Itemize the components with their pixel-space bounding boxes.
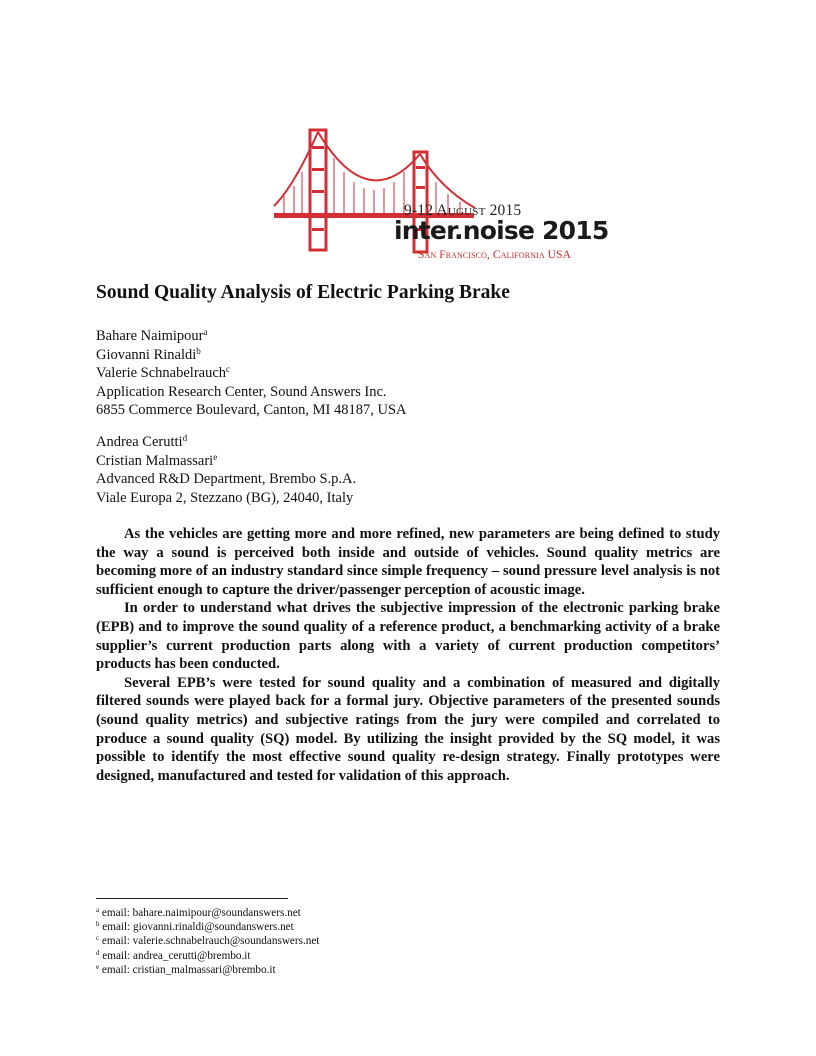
author-name: Cristian Malmassari$^e$ xyxy=(96,451,218,469)
footnotes xyxy=(96,906,319,977)
conference-logo xyxy=(270,128,609,263)
address: Viale Europa 2, Stezzano (BG), 24040, Italy xyxy=(96,489,354,506)
brand-year: 2015 xyxy=(542,216,609,245)
footnote: $^d$ email: andrea_cerutti@brembo.it xyxy=(96,948,251,962)
footnote: $^a$ email: bahare.naimipour@soundanswers.net xyxy=(96,906,301,919)
footnote: $^e$ email: cristian_malmassari@brembo.it xyxy=(96,962,276,976)
abstract-paragraph: In order to understand what drives the subjective impression of the electronic parking brake (EPB) and to improve the sound quality of a reference product, a benchmarking activity of a brake supplier’s current production parts along with a variety of current production competitors’ products has been conducted. xyxy=(96,600,720,673)
author-name: Bahare Naimipour$^a$ xyxy=(96,327,208,344)
organization: Advanced R&D Department, Brembo S.p.A. xyxy=(96,471,357,487)
affiliation-block-2 xyxy=(96,433,356,507)
organization: Application Research Center, Sound Answers Inc. xyxy=(96,383,387,400)
abstract xyxy=(96,525,720,785)
abstract-paragraph: Several EPB’s were tested for sound quality and a combination of measured and digitally filtered sounds were played back for a formal jury. Objective parameters of the presented sounds (sound quality metrics) and subjective ratings from the jury were compiled and correlated to produce a sound quality (SQ) model. By utilizing the insight provided by the SQ model, it was possible to identify the most effective sound quality re-design strategy. Finally prototypes were designed, manufactured and tested for validation of this approach. xyxy=(96,674,720,784)
conference-date: 9-12 August 2015 xyxy=(404,202,522,219)
affiliation-block-1 xyxy=(96,327,407,420)
conference-location: San Francisco, California USA xyxy=(418,249,571,261)
abstract-paragraph: As the vehicles are getting more and more refined, new parameters are being defined to study the way a sound is perceived both inside and outside of vehicles. Sound quality metrics are becoming more of an industry standard since simple frequency – sound pressure level analysis is not sufficient enough to capture the driver/passenger perception of acoustic image. xyxy=(96,526,720,598)
footnote-divider xyxy=(96,898,288,899)
address: 6855 Commerce Boulevard, Canton, MI 48187, USA xyxy=(96,402,407,418)
footnote: $^b$ email: giovanni.rinaldi@soundanswers.net xyxy=(96,920,294,934)
paper-title: Sound Quality Analysis of Electric Parking Brake xyxy=(96,282,510,303)
author-name: Andrea Cerutti$^d$ xyxy=(96,433,188,450)
conference-brand xyxy=(394,216,608,245)
footnote: $^c$ email: valerie.schnabelrauch@soundanswers.net xyxy=(96,934,320,948)
author-name: Giovanni Rinaldi$^b$ xyxy=(96,345,201,363)
brand-name: inter.noise xyxy=(394,216,535,245)
author-name: Valerie Schnabelrauch$^c$ xyxy=(96,364,231,381)
